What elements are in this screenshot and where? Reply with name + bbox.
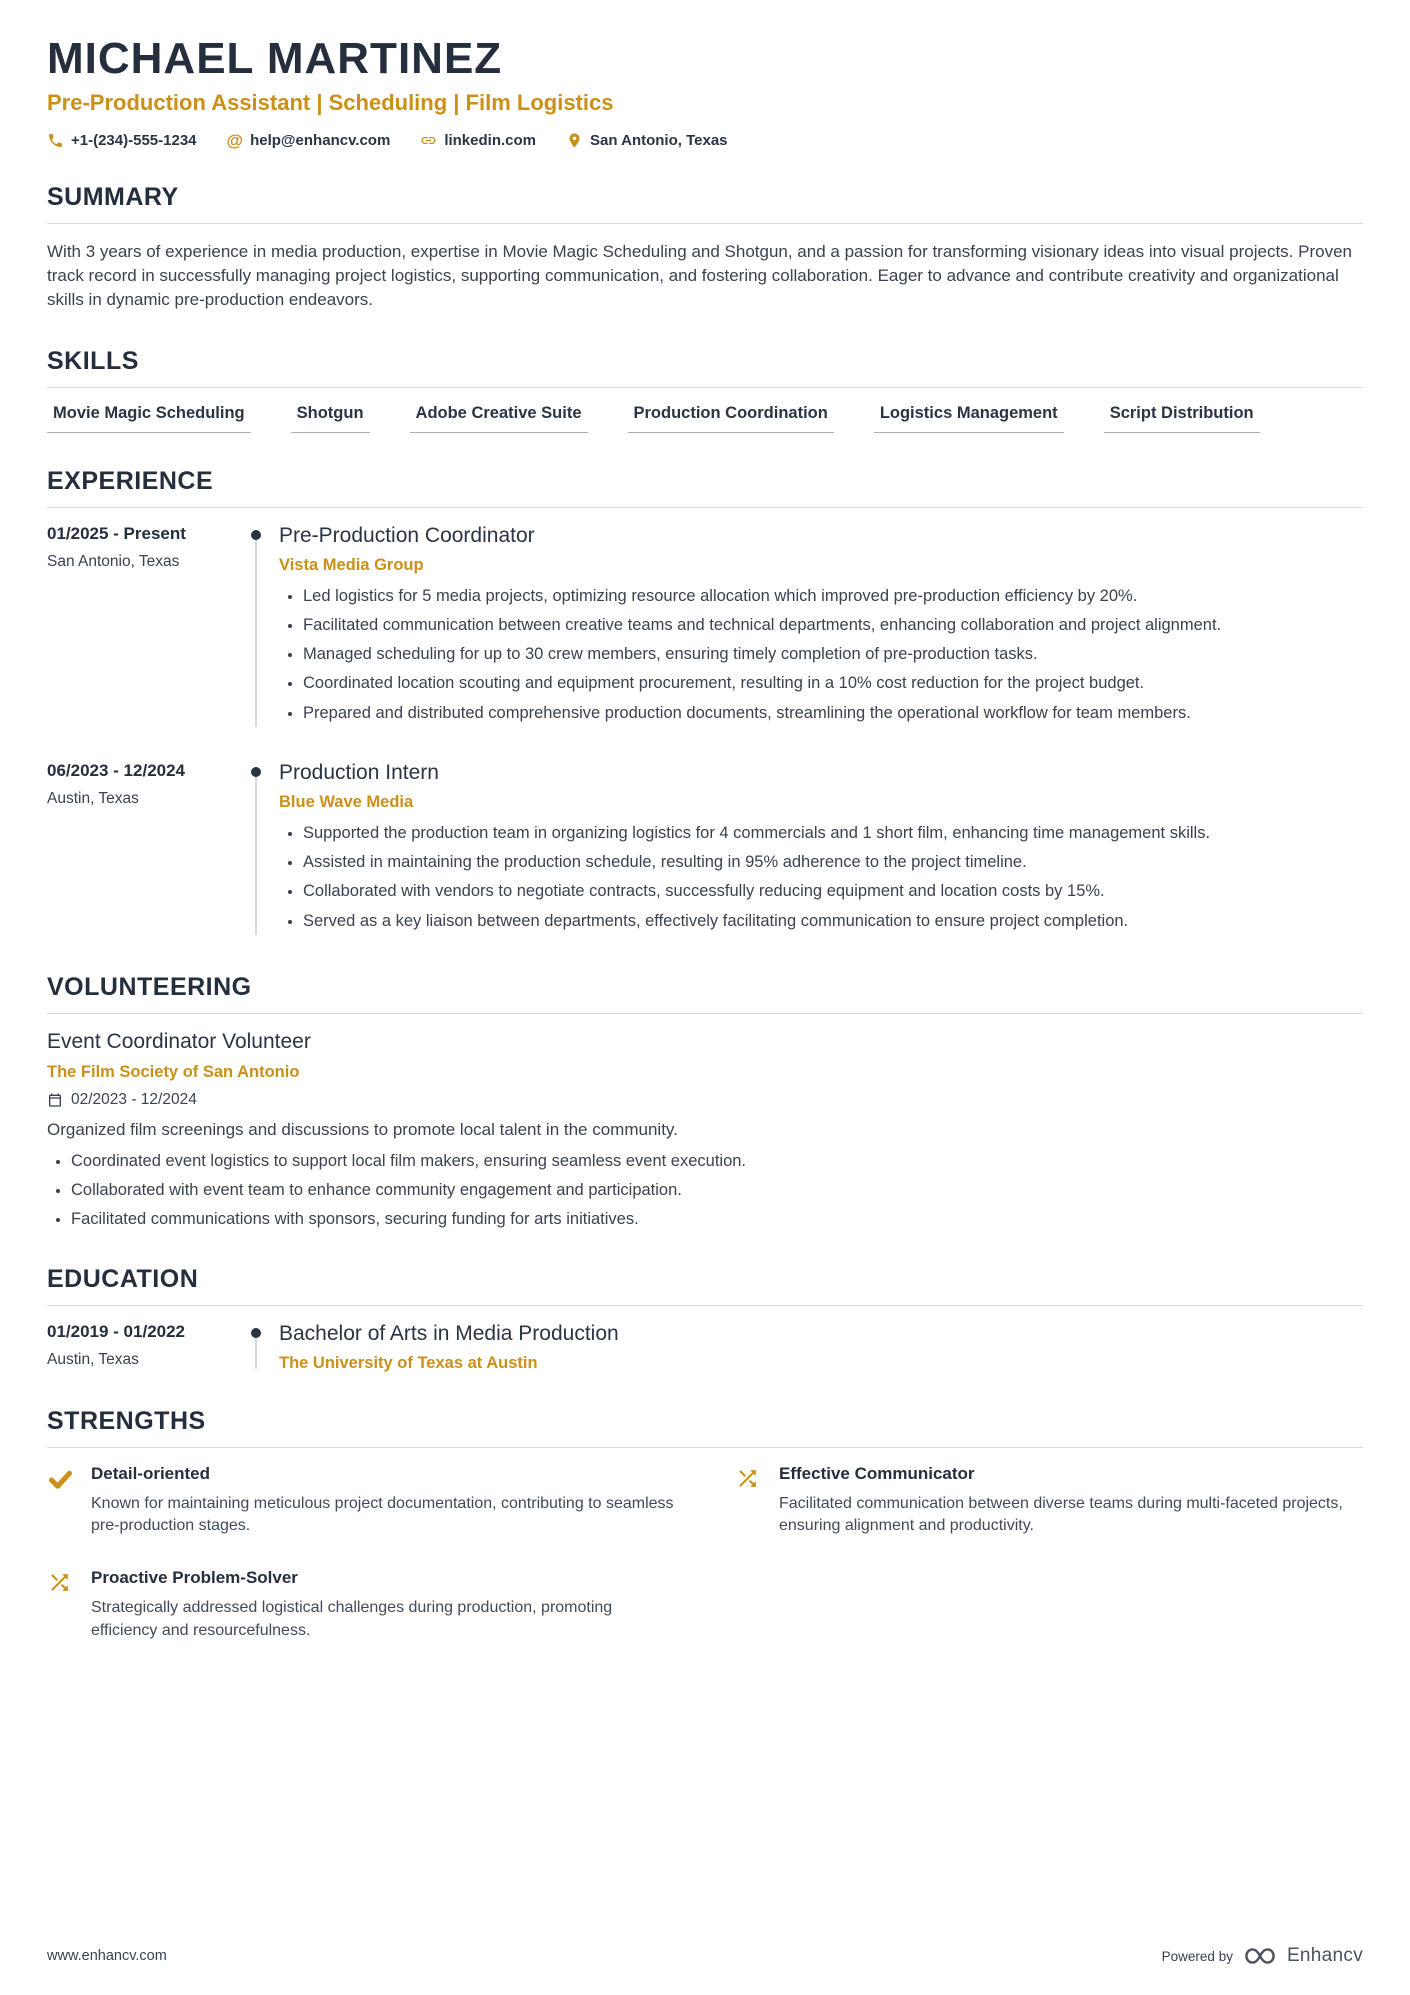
strength-description: Facilitated communication between diverse teams during multi-faceted projects, ensuring alignment and productivity. (779, 1494, 1343, 1535)
experience-location: San Antonio, Texas (47, 552, 180, 570)
experience-bullet: • Supported the production team in organizing logistics for 4 commercials and 1 short film, enhancing time management skills. (303, 822, 1363, 844)
degree-title: Bachelor of Arts in Media Production (279, 1321, 619, 1345)
summary-section (47, 183, 1363, 312)
powered-by-enhancv[interactable] (1162, 1945, 1363, 1967)
experience-bullet-list (279, 585, 1363, 724)
enhancv-website-link[interactable]: www.enhancv.com (47, 1948, 167, 1964)
timeline-rail (233, 761, 279, 939)
volunteer-description: Organized film screenings and discussions to promote local talent in the community. (47, 1119, 678, 1139)
experience-entry-meta (47, 761, 233, 939)
page-footer (47, 1945, 1363, 1967)
education-dates: 01/2019 - 01/2022 (47, 1321, 186, 1341)
summary-heading: SUMMARY (47, 183, 1363, 224)
education-section (47, 1265, 1363, 1373)
enhancv-logo-icon (1243, 1946, 1277, 1966)
skill-tag: Script Distribution (1104, 404, 1260, 433)
strength-item (47, 1464, 675, 1538)
volunteer-dates: 02/2023 - 12/2024 (71, 1090, 197, 1108)
email-icon: @ (226, 131, 244, 151)
contact-linkedin[interactable] (420, 132, 536, 149)
strength-content (91, 1464, 675, 1538)
experience-location: Austin, Texas (47, 789, 139, 807)
strengths-heading: STRENGTHS (47, 1407, 1363, 1448)
candidate-name: MICHAEL MARTINEZ (47, 34, 503, 83)
skill-tag: Adobe Creative Suite (410, 404, 588, 433)
volunteer-bullet: • Collaborated with event team to enhance community engagement and participation. (71, 1179, 1363, 1201)
volunteer-bullet-list (47, 1150, 1363, 1231)
skill-tag: Logistics Management (874, 404, 1064, 433)
education-entry-meta (47, 1322, 233, 1373)
company-name: Blue Wave Media (279, 792, 414, 811)
shuffle-icon (735, 1464, 763, 1538)
experience-bullet: • Led logistics for 5 media projects, optimizing resource allocation which improved pre-production efficiency by 20%. (303, 585, 1363, 607)
contact-location (566, 132, 728, 149)
strength-item (47, 1568, 675, 1642)
skills-list (47, 404, 1363, 433)
job-title: Pre-Production Coordinator (279, 523, 535, 547)
strength-content (779, 1464, 1363, 1538)
company-name: Vista Media Group (279, 555, 424, 574)
strength-content (91, 1568, 675, 1642)
education-entry (47, 1322, 1363, 1373)
check-icon (47, 1464, 75, 1538)
volunteering-section (47, 973, 1363, 1231)
skill-tag: Shotgun (291, 404, 370, 433)
education-heading: EDUCATION (47, 1265, 1363, 1306)
contact-linkedin-text: linkedin.com (444, 132, 536, 150)
school-name: The University of Texas at Austin (279, 1353, 538, 1372)
experience-bullet: • Prepared and distributed comprehensive production documents, streamlining the operational workflow for team members. (303, 702, 1363, 724)
strength-title: Proactive Problem-Solver (91, 1568, 298, 1588)
timeline-dot (251, 1328, 261, 1338)
volunteer-bullet: • Facilitated communications with sponsors, securing funding for arts initiatives. (71, 1208, 1363, 1230)
education-entry-body (279, 1322, 1363, 1373)
strengths-grid (47, 1464, 1363, 1643)
candidate-headline: Pre-Production Assistant | Scheduling | Film Logistics (47, 90, 614, 116)
resume-header (47, 36, 1363, 149)
experience-bullet: • Managed scheduling for up to 30 crew members, ensuring timely completion of pre-production tasks. (303, 643, 1363, 665)
experience-entry (47, 761, 1363, 939)
link-icon (420, 132, 437, 149)
powered-by-label: Powered by (1161, 1948, 1233, 1964)
timeline-rail (233, 524, 279, 731)
contact-phone-text: +1-(234)-555-1234 (71, 132, 197, 150)
experience-entry-meta (47, 524, 233, 731)
strength-item (735, 1464, 1363, 1538)
skill-tag: Movie Magic Scheduling (47, 404, 251, 433)
shuffle-icon (47, 1568, 75, 1642)
experience-bullet: • Collaborated with vendors to negotiate contracts, successfully reducing equipment and location costs by 15%. (303, 880, 1363, 902)
contact-email-text: help@enhancv.com (250, 132, 391, 150)
phone-icon (47, 132, 64, 149)
volunteering-heading: VOLUNTEERING (47, 973, 1363, 1014)
timeline-rail (233, 1322, 279, 1373)
contact-email[interactable] (227, 132, 391, 149)
volunteer-bullet: • Coordinated event logistics to support local film makers, ensuring seamless event execution. (71, 1150, 1363, 1172)
experience-bullet: • Served as a key liaison between departments, effectively facilitating communication to ensure project completion. (303, 910, 1363, 932)
experience-bullet: • Facilitated communication between creative teams and technical departments, enhancing collaboration and project alignment. (303, 614, 1363, 636)
experience-dates: 06/2023 - 12/2024 (47, 760, 186, 780)
strength-title: Detail-oriented (91, 1463, 211, 1483)
experience-bullet: • Coordinated location scouting and equipment procurement, resulting in a 10% cost reduction for the project budget. (303, 672, 1363, 694)
experience-section (47, 467, 1363, 939)
experience-entry-body (279, 761, 1363, 939)
volunteer-role: Event Coordinator Volunteer (47, 1029, 311, 1053)
timeline-dot (251, 767, 261, 777)
location-icon (566, 132, 583, 149)
skills-heading: SKILLS (47, 347, 1363, 388)
experience-entry-body (279, 524, 1363, 731)
strength-title: Effective Communicator (779, 1463, 975, 1483)
calendar-icon (47, 1092, 63, 1108)
experience-dates: 01/2025 - Present (47, 523, 186, 543)
strength-description: Known for maintaining meticulous project documentation, contributing to seamless pre-production stages. (91, 1494, 674, 1535)
volunteer-dates-row (47, 1091, 1363, 1109)
contact-row (47, 132, 1363, 149)
summary-text: With 3 years of experience in media production, expertise in Movie Magic Scheduling and Shotgun, and a passion for transforming visionary ideas into visual projects. Proven track record in successfully managing project logistics, supporting communication, and fostering collaboration. Eager to advance and contribute creativity and organizational skills in dynamic pre-production endeavors. (47, 242, 1352, 310)
experience-entry (47, 524, 1363, 731)
skill-tag: Production Coordination (628, 404, 834, 433)
experience-bullet-list (279, 822, 1363, 932)
education-location: Austin, Texas (47, 1350, 139, 1368)
contact-phone[interactable] (47, 132, 197, 149)
job-title: Production Intern (279, 760, 439, 784)
strengths-section (47, 1407, 1363, 1643)
experience-bullet: • Assisted in maintaining the production schedule, resulting in 95% adherence to the project timeline. (303, 851, 1363, 873)
contact-location-text: San Antonio, Texas (590, 132, 728, 150)
enhancv-wordmark: Enhancv (1286, 1945, 1363, 1966)
experience-heading: EXPERIENCE (47, 467, 1363, 508)
strength-description: Strategically addressed logistical challenges during production, promoting efficiency and resourcefulness. (91, 1599, 613, 1639)
skills-section (47, 347, 1363, 433)
volunteer-organization: The Film Society of San Antonio (47, 1062, 300, 1081)
timeline-dot (251, 530, 261, 540)
